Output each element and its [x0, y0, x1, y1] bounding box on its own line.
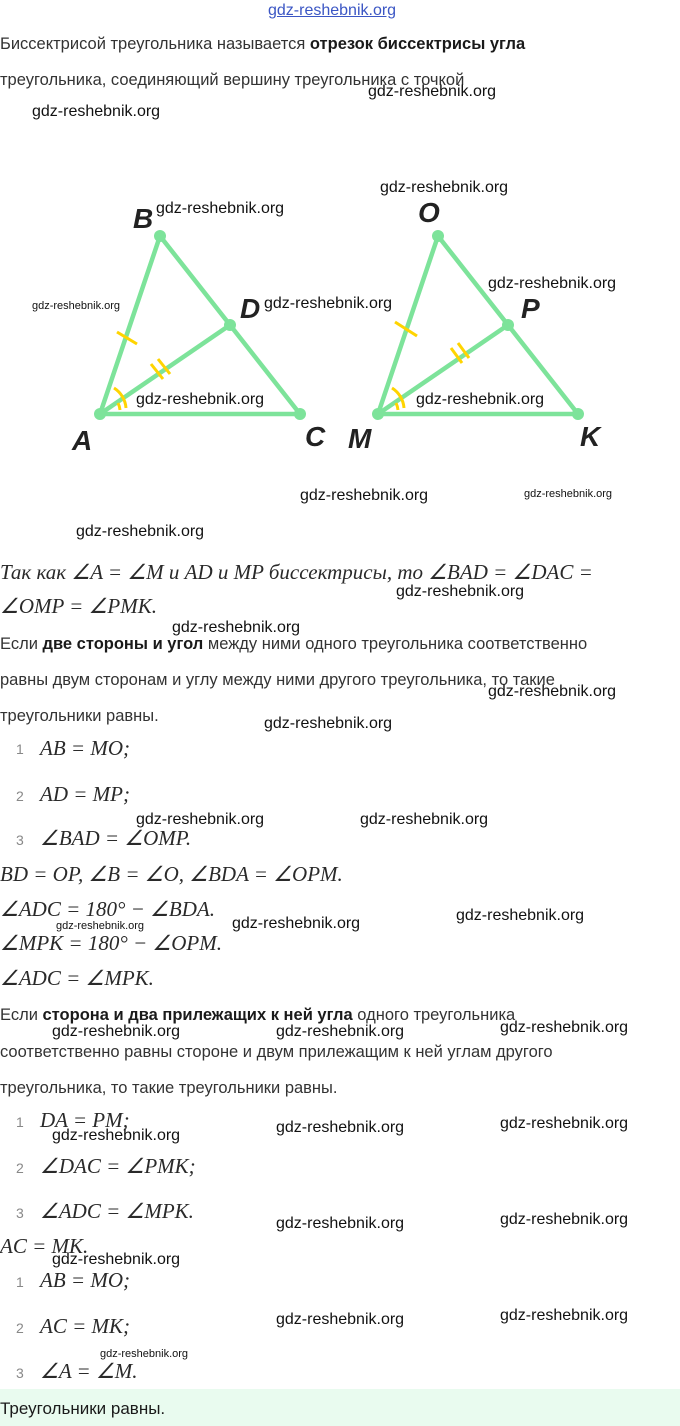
watermark: gdz-reshebnik.org [76, 523, 205, 540]
result-box [0, 1389, 680, 1426]
watermark: gdz-reshebnik.org [264, 295, 393, 312]
watermark: gdz-reshebnik.org [396, 583, 525, 600]
list-2-item-1: DA = PM; [40, 1108, 130, 1132]
list-2-item-3: ∠ADC = ∠MPK. [40, 1199, 194, 1223]
rule-1-suffix: между ними одного треугольника соответственно [203, 635, 588, 653]
watermark: gdz-reshebnik.org [524, 488, 613, 500]
definition-line-2: треугольника, соединяющий вершину треугольника с точкой [0, 71, 465, 89]
rule-1-line-2: равны двум сторонам и углу между ними другого треугольника, то такие [0, 671, 555, 689]
label-B: B [133, 203, 154, 234]
watermark: gdz-reshebnik.org [136, 391, 265, 408]
rule-1-prefix: Если [0, 635, 43, 653]
label-D: D [240, 293, 261, 324]
definition-line-1 [0, 33, 525, 55]
left-triangle [71, 203, 326, 456]
watermark: gdz-reshebnik.org [52, 1023, 181, 1040]
conclusion-1: AC = MK. [0, 1234, 89, 1258]
list-1-num-2: 2 [16, 788, 24, 804]
statement-1-line-2: ∠OMP = ∠PMK. [0, 594, 158, 618]
watermark: gdz-reshebnik.org [276, 1311, 405, 1328]
statement-1-line-1: Так как ∠A = ∠M и AD и MP биссектрисы, то ∠BAD = ∠DAC = [0, 560, 593, 584]
watermark: gdz-reshebnik.org [500, 1019, 629, 1036]
watermark: gdz-reshebnik.org [264, 715, 393, 732]
rule-2-bold: сторона и два прилежащих к ней угла [42, 1006, 353, 1024]
list-3-item-2: AC = MK; [40, 1314, 130, 1338]
rule-2-suffix: одного треугольника [352, 1006, 516, 1024]
watermark: gdz-reshebnik.org [276, 1119, 405, 1136]
watermark: gdz-reshebnik.org [172, 619, 301, 636]
watermark: gdz-reshebnik.org [488, 683, 617, 700]
watermark: gdz-reshebnik.org [156, 200, 285, 217]
rule-2-line-3: треугольника, то такие треугольники равны. [0, 1079, 338, 1097]
result-text: Треугольники равны. [0, 1399, 166, 1418]
rule-1-bold: две стороны и угол [42, 635, 204, 653]
watermark: gdz-reshebnik.org [232, 915, 361, 932]
list-1-num-1: 1 [16, 741, 24, 757]
list-1-item-3: ∠BAD = ∠OMP. [40, 826, 192, 850]
rule-2-line-2: соответственно равны стороне и двум прилежащим к ней углам другого [0, 1043, 553, 1061]
deduction-4: ∠ADC = ∠MPK. [0, 966, 154, 990]
site-link[interactable]: gdz-reshebnik.org [268, 2, 397, 19]
watermark: gdz-reshebnik.org [360, 811, 489, 828]
list-2-num-1: 1 [16, 1114, 24, 1130]
watermark: gdz-reshebnik.org [52, 1251, 181, 1268]
watermark: gdz-reshebnik.org [100, 1348, 189, 1360]
list-3-num-3: 3 [16, 1365, 24, 1381]
list-3-num-1: 1 [16, 1274, 24, 1290]
watermark: gdz-reshebnik.org [500, 1115, 629, 1132]
list-1-num-3: 3 [16, 832, 24, 848]
right-triangle [348, 197, 602, 454]
watermark: gdz-reshebnik.org [32, 103, 161, 120]
rule-1-line-3: треугольники равны. [0, 707, 159, 725]
watermark: gdz-reshebnik.org [276, 1023, 405, 1040]
watermark: gdz-reshebnik.org [416, 391, 545, 408]
label-M: M [348, 423, 372, 454]
deduction-2: ∠ADC = 180° − ∠BDA. [0, 897, 215, 921]
list-1-item-1: AB = MO; [40, 736, 130, 760]
deduction-1: BD = OP, ∠B = ∠O, ∠BDA = ∠OPM. [0, 862, 343, 886]
watermark: gdz-reshebnik.org [488, 275, 617, 292]
list-2-num-2: 2 [16, 1160, 24, 1176]
label-K: K [580, 421, 601, 452]
triangles-figure [0, 180, 680, 470]
watermark: gdz-reshebnik.org [52, 1127, 181, 1144]
label-P: P [521, 293, 540, 324]
definition-bold: отрезок биссектрисы угла [309, 35, 526, 53]
watermark: gdz-reshebnik.org [32, 300, 121, 312]
watermark: gdz-reshebnik.org [368, 83, 497, 100]
list-3-item-1: AB = MO; [40, 1268, 130, 1292]
rule-2-prefix: Если [0, 1006, 43, 1024]
watermark: gdz-reshebnik.org [136, 811, 265, 828]
list-2-num-3: 3 [16, 1205, 24, 1221]
watermark: gdz-reshebnik.org [56, 920, 145, 932]
label-O: O [418, 197, 440, 228]
label-C: C [305, 421, 326, 452]
list-3-num-2: 2 [16, 1320, 24, 1336]
label-A: A [72, 425, 93, 456]
list-2-item-2: ∠DAC = ∠PMK; [40, 1154, 196, 1178]
watermark: gdz-reshebnik.org [276, 1215, 405, 1232]
watermark: gdz-reshebnik.org [456, 907, 585, 924]
list-3-item-3: ∠A = ∠M. [40, 1359, 138, 1383]
deduction-3: ∠MPK = 180° − ∠OPM. [0, 931, 222, 955]
definition-prefix: Биссектрисой треугольника называется [0, 35, 310, 53]
list-1-item-2: AD = MP; [40, 782, 130, 806]
watermark: gdz-reshebnik.org [300, 487, 429, 504]
watermark: gdz-reshebnik.org [500, 1211, 629, 1228]
watermark: gdz-reshebnik.org [380, 179, 509, 196]
watermark: gdz-reshebnik.org [500, 1307, 629, 1324]
